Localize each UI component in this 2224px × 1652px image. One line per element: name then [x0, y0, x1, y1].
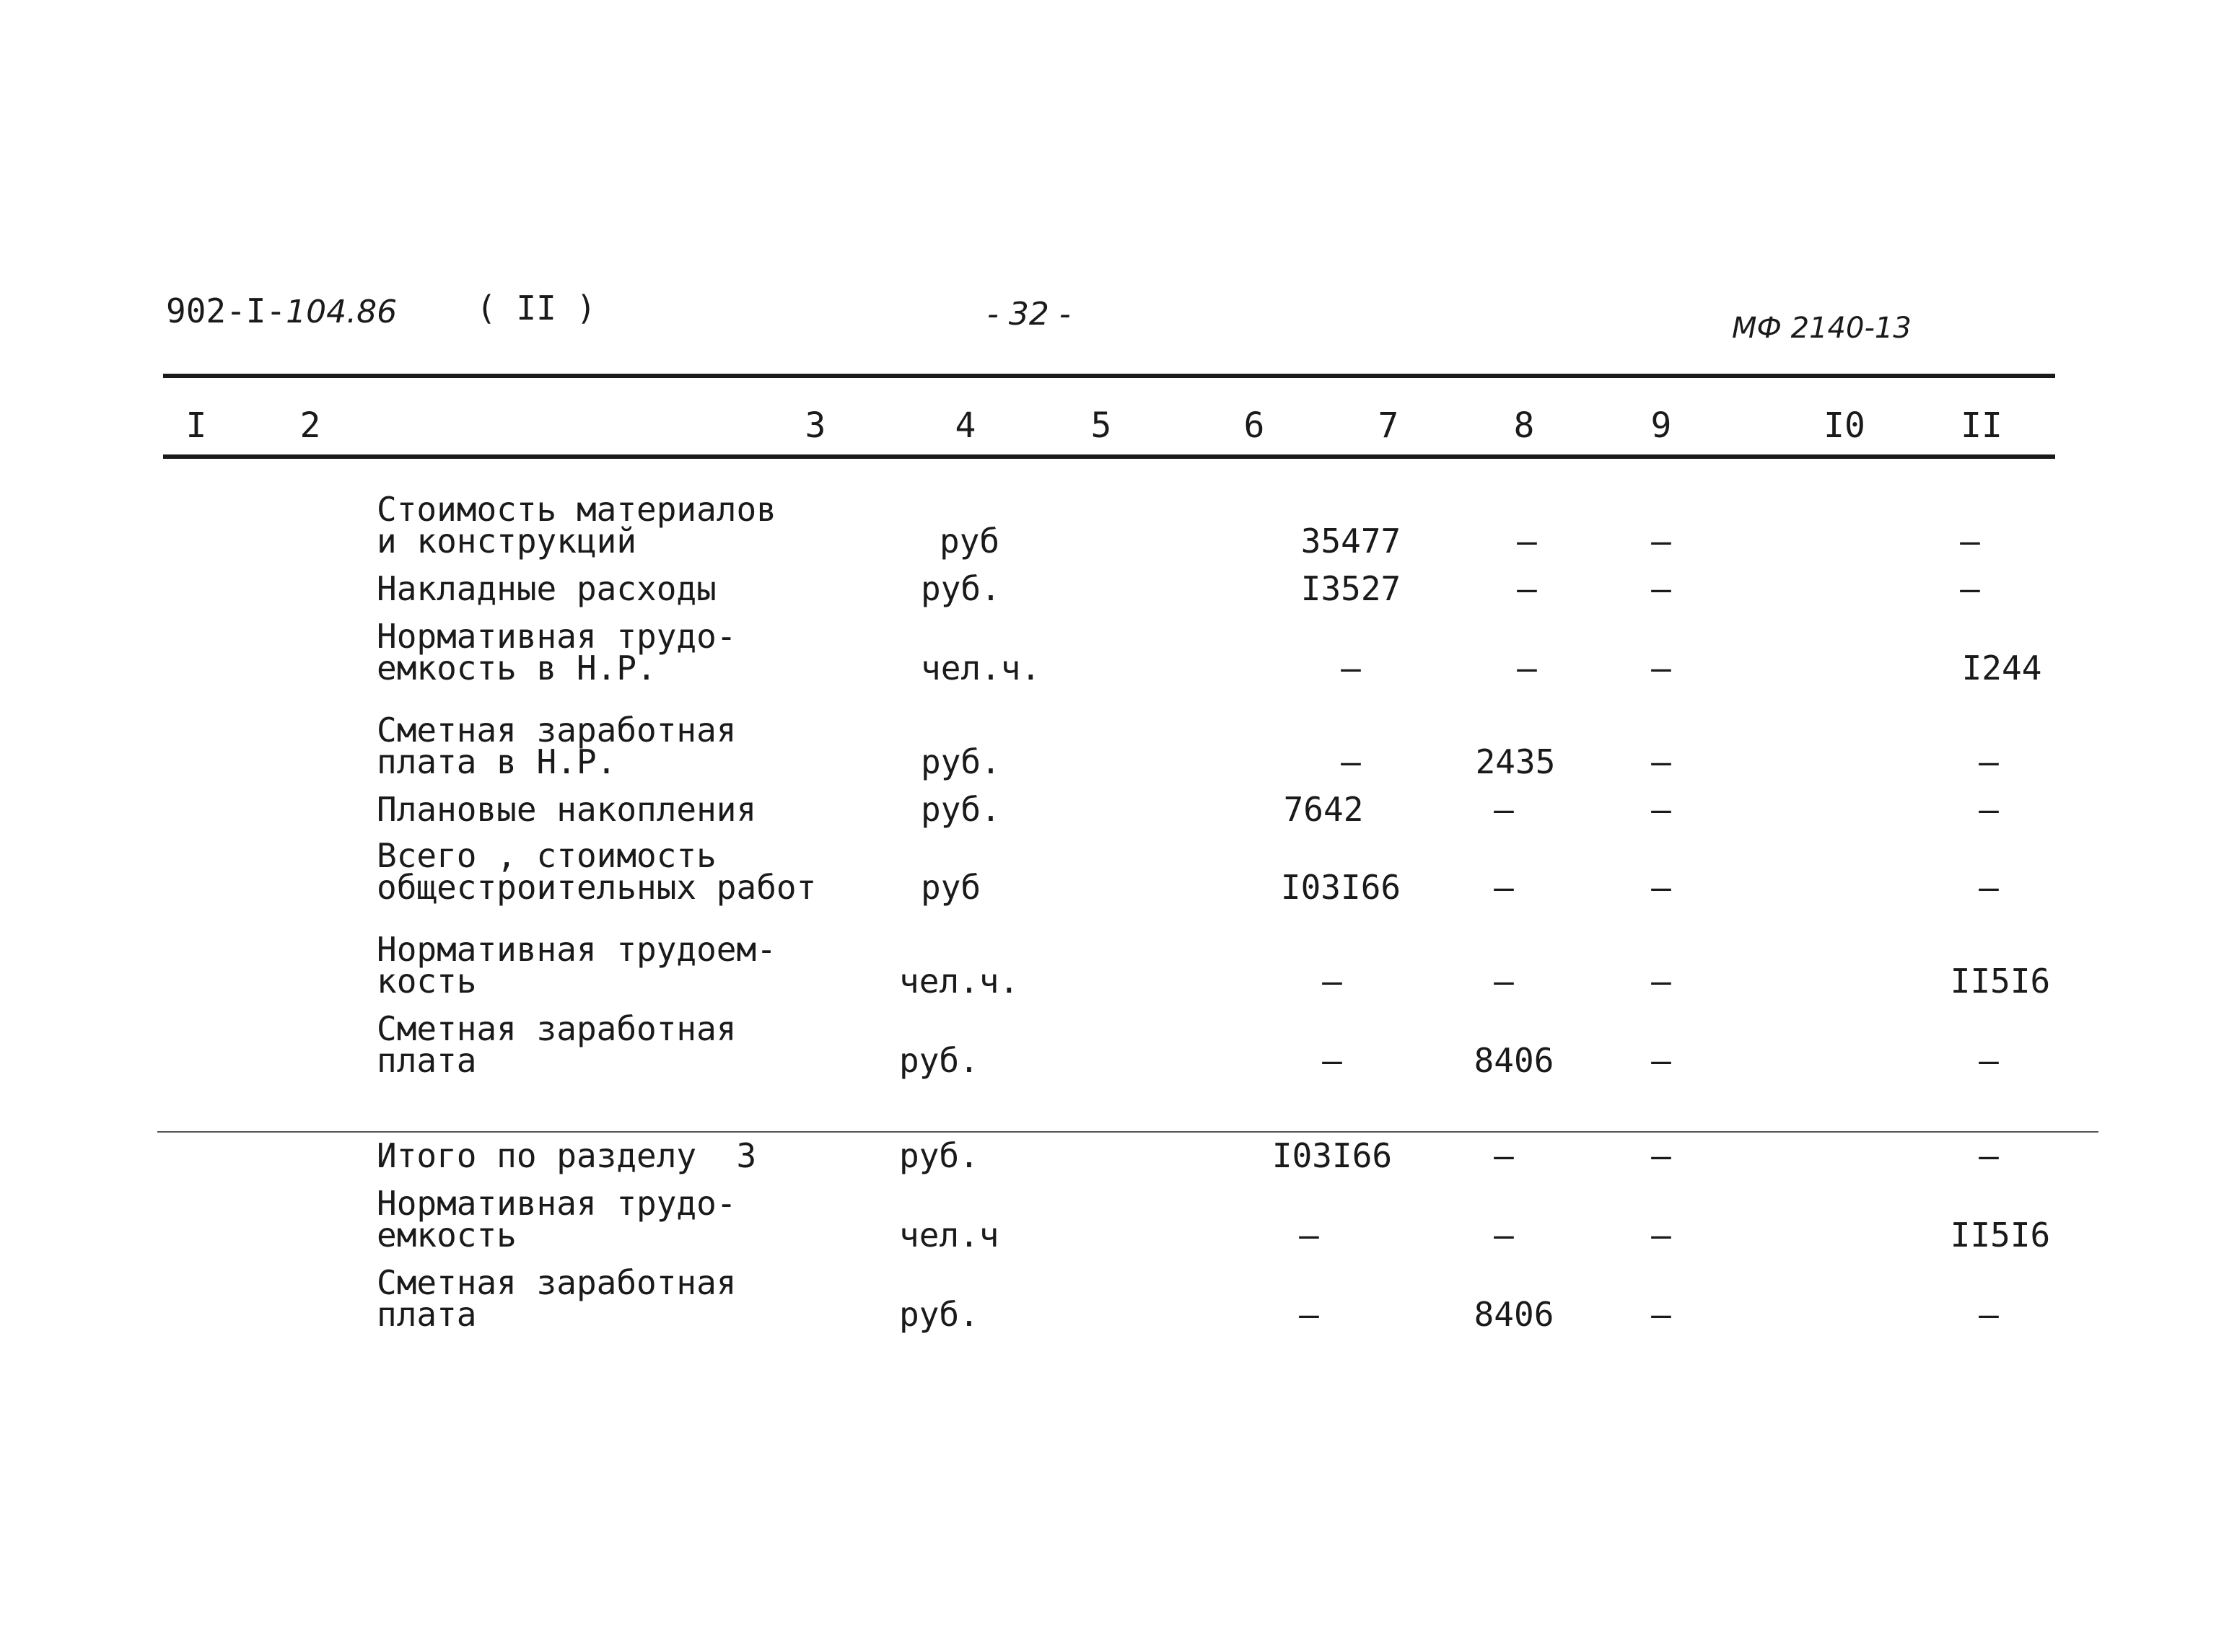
row-description: Сметная заработная плата в Н.Р. — [377, 711, 737, 781]
page-number: - 32 - — [987, 296, 1071, 333]
row-cell-col9: – — [1651, 522, 1671, 561]
row-cell-col8: – — [1494, 868, 1514, 907]
row-cell-col7: – — [1322, 962, 1342, 1001]
column-number: 4 — [955, 405, 976, 446]
row-cell-col7: – — [1341, 742, 1361, 781]
row-cell-col9: – — [1651, 1041, 1671, 1080]
row-unit: чел.ч. — [921, 649, 1041, 687]
document-code — [166, 291, 397, 330]
document-code-print: 902-I- — [166, 291, 286, 330]
row-cell-col8: – — [1494, 962, 1514, 1001]
row-cell-col9: – — [1651, 962, 1671, 1001]
column-number: 7 — [1378, 405, 1399, 446]
row-cell-col7: – — [1341, 649, 1361, 687]
row-description: Плановые накопления — [377, 790, 757, 829]
row-unit: руб — [921, 868, 981, 907]
row-description: Стоимость материалов и конструкций — [377, 490, 776, 561]
row-cell-col11: I244 — [1961, 649, 2042, 687]
row-description: Сметная заработная плата — [377, 1263, 737, 1334]
row-cell-col8: 8406 — [1474, 1041, 1554, 1080]
row-cell-col11: – — [1960, 569, 1980, 608]
row-unit: руб. — [921, 790, 1001, 829]
row-unit: руб. — [899, 1295, 979, 1334]
row-cell-col9: – — [1651, 742, 1671, 781]
column-number: 8 — [1513, 405, 1535, 446]
row-cell-col11: II5I6 — [1950, 962, 2051, 1001]
row-cell-col11: – — [1979, 868, 1999, 907]
part-label: ( II ) — [476, 289, 597, 328]
row-unit: руб. — [899, 1136, 979, 1175]
row-description: Накладные расходы — [377, 569, 717, 608]
row-unit: чел.ч. — [899, 962, 1020, 1001]
row-unit: руб — [940, 522, 1000, 561]
row-cell-col7: I03I66 — [1280, 868, 1401, 907]
row-cell-col11: – — [1979, 790, 1999, 829]
section-divider-rule — [157, 1131, 2098, 1133]
row-cell-col9: – — [1651, 790, 1671, 829]
row-cell-col9: – — [1651, 1295, 1671, 1334]
row-cell-col8: – — [1517, 569, 1537, 608]
row-cell-col11: – — [1960, 522, 1980, 561]
table-header-rule — [163, 454, 2055, 459]
archive-stamp: МФ 2140-13 — [1732, 312, 1912, 345]
row-cell-col11: – — [1979, 742, 1999, 781]
column-number: 6 — [1243, 405, 1265, 446]
row-description: Нормативная трудо- емкость — [377, 1184, 737, 1255]
row-unit: руб. — [899, 1041, 979, 1080]
column-number: 5 — [1090, 405, 1112, 446]
table-top-rule — [163, 374, 2055, 378]
row-cell-col7: – — [1299, 1216, 1319, 1255]
column-number: II — [1961, 405, 2002, 446]
row-cell-col9: – — [1651, 1136, 1671, 1175]
row-description: Всего , стоимость общестроительных работ — [377, 836, 817, 907]
row-description: Нормативная трудо- емкость в Н.Р. — [377, 617, 737, 687]
row-cell-col9: – — [1651, 649, 1671, 687]
document-code-handwritten: 104.86 — [286, 294, 398, 330]
row-cell-col7: 35477 — [1300, 522, 1401, 561]
row-cell-col11: II5I6 — [1950, 1216, 2051, 1255]
column-number: I0 — [1824, 405, 1865, 446]
row-unit: руб. — [921, 742, 1001, 781]
row-unit: чел.ч — [899, 1216, 999, 1255]
row-cell-col8: – — [1494, 1136, 1514, 1175]
row-description: Сметная заработная плата — [377, 1009, 737, 1080]
row-cell-col8: – — [1517, 522, 1537, 561]
row-cell-col8: – — [1517, 649, 1537, 687]
row-cell-col8: 8406 — [1474, 1295, 1554, 1334]
row-cell-col7: I03I66 — [1271, 1136, 1393, 1175]
row-cell-col11: – — [1979, 1041, 1999, 1080]
row-cell-col8: – — [1494, 1216, 1514, 1255]
column-number: 9 — [1650, 405, 1672, 446]
section-total-description: Итого по разделу 3 — [377, 1136, 757, 1175]
row-cell-col9: – — [1651, 569, 1671, 608]
row-cell-col9: – — [1651, 1216, 1671, 1255]
row-cell-col11: – — [1979, 1295, 1999, 1334]
column-number: 2 — [299, 405, 321, 446]
row-cell-col8: – — [1494, 790, 1514, 829]
row-unit: руб. — [921, 569, 1001, 608]
column-number: I — [185, 405, 207, 446]
row-cell-col7: 7642 — [1283, 790, 1364, 829]
row-cell-col11: – — [1979, 1136, 1999, 1175]
row-cell-col7: – — [1299, 1295, 1319, 1334]
row-description: Нормативная трудоем- кость — [377, 930, 776, 1001]
row-cell-col8: 2435 — [1475, 742, 1556, 781]
row-cell-col7: I3527 — [1300, 569, 1401, 608]
row-cell-col7: – — [1322, 1041, 1342, 1080]
column-number: 3 — [805, 405, 826, 446]
row-cell-col9: – — [1651, 868, 1671, 907]
